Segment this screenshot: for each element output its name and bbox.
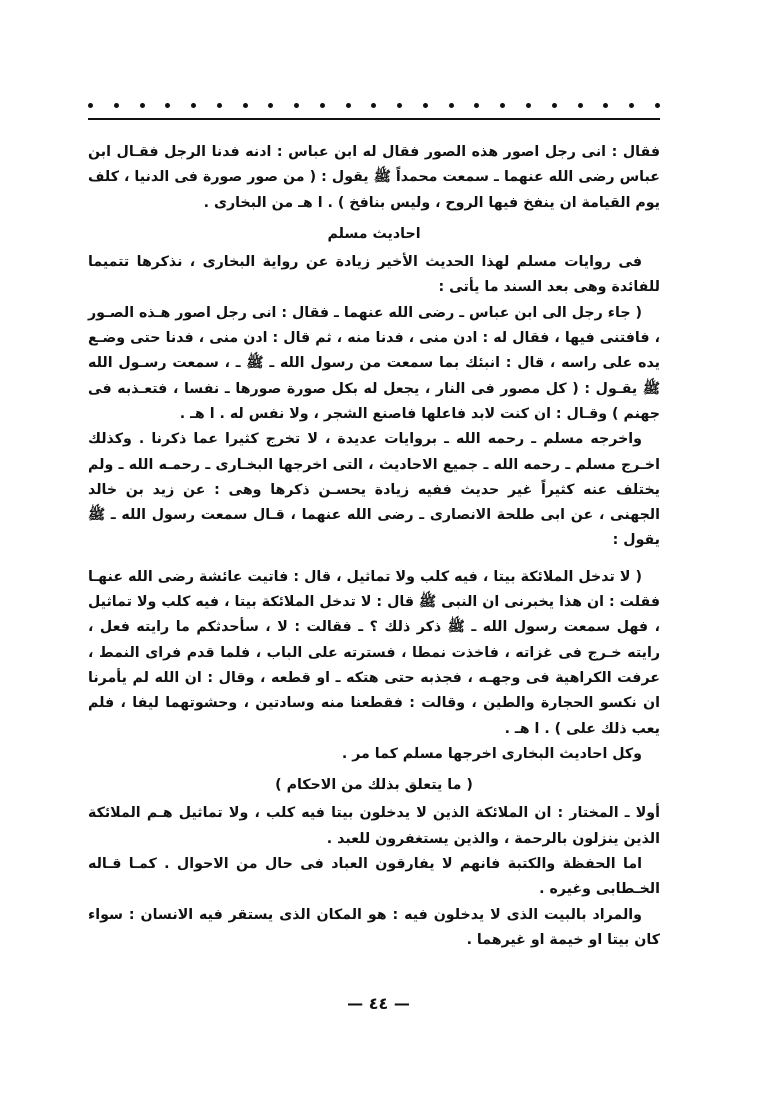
border-dot [655, 103, 660, 108]
border-dot [423, 103, 428, 108]
border-dot [474, 103, 479, 108]
section-heading-rulings: ( ما يتعلق بذلك من الاحكام ) [275, 777, 473, 794]
border-dot [371, 103, 376, 108]
paragraph-summary: وكل احاديث البخارى اخرجها مسلم كما مر . [341, 745, 642, 762]
paragraph-ruling-guardians: اما الحفظة والكتبة فانهم لا يفارقون العباد فى حال من الاحوال . كمـا قـاله الخـطابى وغيره . [88, 856, 660, 898]
border-dot [320, 103, 325, 108]
paragraph-muslim-intro: فى روايات مسلم لهذا الحديث الأخير زيادة عن رواية البخارى ، نذكرها تتميما للفائدة وهى بعد السند ما يأتى : [88, 254, 660, 296]
border-dot [88, 103, 93, 108]
top-dot-border [88, 98, 660, 112]
border-dot [526, 103, 531, 108]
border-dot [191, 103, 196, 108]
border-dot [449, 103, 454, 108]
border-dot [165, 103, 170, 108]
paragraph-aisha-hadith: ( لا تدخل الملائكة بيتا ، فيه كلب ولا تماثيل ، قال : فاتيت عائشة رضى الله عنهـا فقلت : ان هذا يخبرنى ان النبى ﷺ قال : لا تدخل الملائكة بيتا ، فيه كلب ولا تماثيل ، فهل سمعت رسول الله ـ ﷺ ذكر ذلك ؟ ـ فقالت : لا ، سأحدثكم ما رايته فعل ، رايته خـرج فى غزاته ، فاخذت نمطا ، فسترته على الباب ، فلما قدم فراى النمط ، عرفت الكراهية فى وجهـه ، فجذبه حتى هتكه ـ او قطعه ، وقال : ان الله لم يأمرنا ان نكسو الحجارة والطين ، وقالت : فقطعنا منه وسادتين ، وحشوتهما ليفا ، فلم يعب ذلك على ) . ا هـ . [88, 568, 660, 737]
page-number: — ٤٤ — [347, 994, 410, 1013]
border-dot [500, 103, 505, 108]
border-dot [578, 103, 583, 108]
paragraph-muslim-hadith: ( جاء رجل الى ابن عباس ـ رضى الله عنهما ـ فقال : انى رجل اصور هـذه الصـور ، فافتنى فيها ، فقال له : ادن منى ، فدنا منه ، ثم قال : ادن منى ، فدنا حتى وضـع يده على راسه ، قال : انبئك بما سمعت من رسول الله ـ ﷺ ـ ، سمعت رسـول الله ﷺ يقـول : ( كل مصور فى النار ، يجعل له بكل صورة صورها ـ نفسا ، فتعـذبه فى جهنم ) وقـال : ان كنت لابد فاعلها فاصنع الشجر ، ولا نفس له . ا هـ . [88, 304, 660, 422]
border-dot [243, 103, 248, 108]
page-content [88, 140, 660, 953]
paragraph-ruling-house: والمراد بالبيت الذى لا يدخلون فيه : هو المكان الذى يستقر فيه الانسان : سواء كان بيتا او خيمة او غيرهما . [88, 906, 660, 948]
border-dot [552, 103, 557, 108]
border-dot [217, 103, 222, 108]
paragraph-ruling-first: أولا ـ المختار : ان الملائكة الذين لا يدخلون بيتا فيه كلب ، ولا تماثيل هـم الملائكة الذين ينزلون بالرحمة ، والذين يستغفرون للعبد . [88, 805, 660, 847]
border-dot [268, 103, 273, 108]
border-dot [603, 103, 608, 108]
border-dot [397, 103, 402, 108]
border-dot [294, 103, 299, 108]
border-dot [140, 103, 145, 108]
paragraph-muslim-narrations: واخرجه مسلم ـ رحمه الله ـ بروايات عديدة ، لا تخرج كثيرا عما ذكرنا . وكذلك اخـرج مسلم ـ رحمه الله ـ جميع الاحاديث ، التى اخرجها البخـارى ـ رحمـه الله ـ ولم يختلف عنه كثيراً غير حديث ففيه زيادة يحسـن ذكرها وهى : عن زيد بن خالد الجهنى ، عن ابى طلحة الانصارى ـ رضى الله عنهما ، قـال سمعت رسول الله ـ ﷺ يقول : [88, 431, 660, 549]
top-rule [88, 118, 660, 120]
border-dot [629, 103, 634, 108]
paragraph-bukhari-end: فقال : انى رجل اصور هذه الصور فقال له ابن عباس : ادنه فدنا الرجل فقـال ابن عباس رضى الله عنهما ـ سمعت محمداً ﷺ يقول : ( من صور صورة فى الدنيا ، كلف يوم القيامة ان ينفخ فيها الروح ، وليس بنافخ ) . ا هـ من البخارى . [88, 144, 660, 211]
section-heading-muslim: احاديث مسلم [327, 225, 421, 242]
paragraph-gap [88, 554, 660, 565]
border-dot [346, 103, 351, 108]
border-dot [114, 103, 119, 108]
